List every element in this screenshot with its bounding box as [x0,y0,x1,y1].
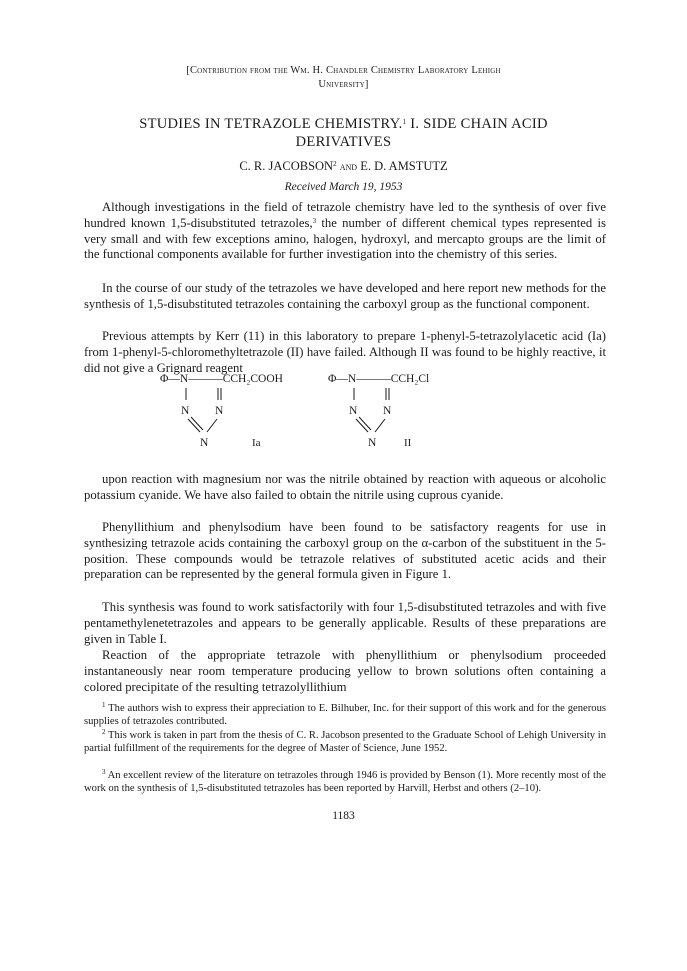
structure-ii-label: II [404,437,412,449]
footnote-2 [84,729,606,756]
title-rest: I. SIDE CHAIN ACID [406,116,548,132]
footnote-3-text: An excellent review of the literature on tetrazoles through 1946 is provided by Benson (1). More recently most of the work on the synthesis of 1,5-disubstituted tetrazoles has been reported by Harvill, Herbst and others (2–10). [84,770,606,795]
structure-ia [160,373,283,449]
contribution-header-line1: [Contribution from the Wm. H. Chandler Chemistry Laboratory Lehigh [186,65,501,76]
paragraph-1-text-a: Although investigations in the field of tetrazole chemistry have led to the synthesis of over five hundred known 1,5-disubstituted tetrazoles, [84,200,606,230]
paragraph-1-footnote-mark: 3 [312,216,317,225]
footnote-1-text: The authors wish to express their appreciation to E. Bilhuber, Inc. for their support of this work and for the generous supplies of tetrazoles contributed. [84,703,606,728]
paragraph-3: Previous attempts by Kerr (11) in this laboratory to prepare 1-phenyl-5-tetrazolylacetic acid (Ia) from 1-phenyl-5-chloromethyltetrazole (II) have failed. Although II was found to be highly reactive, it did not give a Grignard reagent [84,329,606,375]
page-number: 1183 [332,810,355,822]
author-line [40,158,647,175]
article-title-line2: DERIVATIVES [295,134,392,150]
structure-ia-n-bottom: N [200,437,209,449]
paragraph-7: Reaction of the appropriate tetrazole with phenyllithium or phenylsodium proceeded instantaneously near room temperature producing yellow to brown solutions often containing a colored precipitate of the resulting tetrazolyllithium [84,648,606,694]
author-1-footnote-mark: 2 [333,160,337,168]
footnote-1 [84,702,606,729]
footnote-3-number: 3 [102,768,106,776]
structure-ii-slant-right [375,419,385,432]
structure-ia-slant-right [207,419,217,432]
structure-ii-n-left: N [349,405,358,417]
structure-ia-label: Ia [252,437,261,449]
structure-ii-top-row: Φ—N———CCH₂Cl [328,373,430,385]
paragraph-1-text-b: the number of different chemical types represented is very small and with few exceptions amino, halogen, hydroxyl, and mercapto groups are the limit of the functional components available for further investigation into the chemistry of this series. [84,215,606,262]
author-1: C. R. JACOBSON [239,159,334,173]
title-main: STUDIES IN TETRAZOLE CHEMISTRY. [139,116,403,132]
author-2: E. D. AMSTUTZ [360,159,448,173]
received-date: Received March 19, 1953 [284,181,403,193]
footnote-2-text: This work is taken in part from the thesis of C. R. Jacobson presented to the Graduate School of Lehigh University in partial fulfillment of the requirements for the degree of Master of Science, June 1952. [84,730,606,755]
article-title [40,115,647,151]
paragraph-2: In the course of our study of the tetrazoles we have developed and here report new methods for the synthesis of 1,5-disubstituted tetrazoles containing the carboxyl group as the functional component. [84,281,606,311]
footnote-3 [84,769,606,796]
contribution-header-line2: University] [318,79,369,90]
structure-ia-top-row: Φ—N———CCH₂COOH [160,373,283,385]
author-conjunction: and [339,161,358,173]
structure-ia-n-right: N [215,405,224,417]
paragraph-1 [84,200,606,263]
footnote-1-number: 1 [102,701,106,709]
paragraph-6: This synthesis was found to work satisfactorily with four 1,5-disubstituted tetrazoles and with five pentamethylenetetrazoles and appears to be generally applicable. Results of these preparations are given in Table I. [84,600,606,646]
contribution-header [40,64,647,92]
structure-ia-n-left: N [181,405,190,417]
structure-ii-n-bottom: N [368,437,377,449]
article-title-line1 [40,115,647,133]
structure-ii [328,373,429,449]
title-footnote-mark: 1 [402,118,407,126]
structure-ii-n-right: N [383,405,392,417]
tetrazole-structure-diagram [160,370,460,468]
paragraph-5: Phenyllithium and phenylsodium have been found to be satisfactory reagents for use in synthesizing tetrazole acids containing the carboxyl group on the α-carbon of the substituent in the 5-position. These compounds would be tetrazole relatives of substituted acetic acids and their preparation can be represented by the general formula given in Figure 1. [84,520,606,582]
footnote-2-number: 2 [102,728,106,736]
paragraph-4: upon reaction with magnesium nor was the nitrile obtained by reaction with aqueous or alcoholic potassium cyanide. We have also failed to obtain the nitrile using cuprous cyanide. [84,472,606,502]
